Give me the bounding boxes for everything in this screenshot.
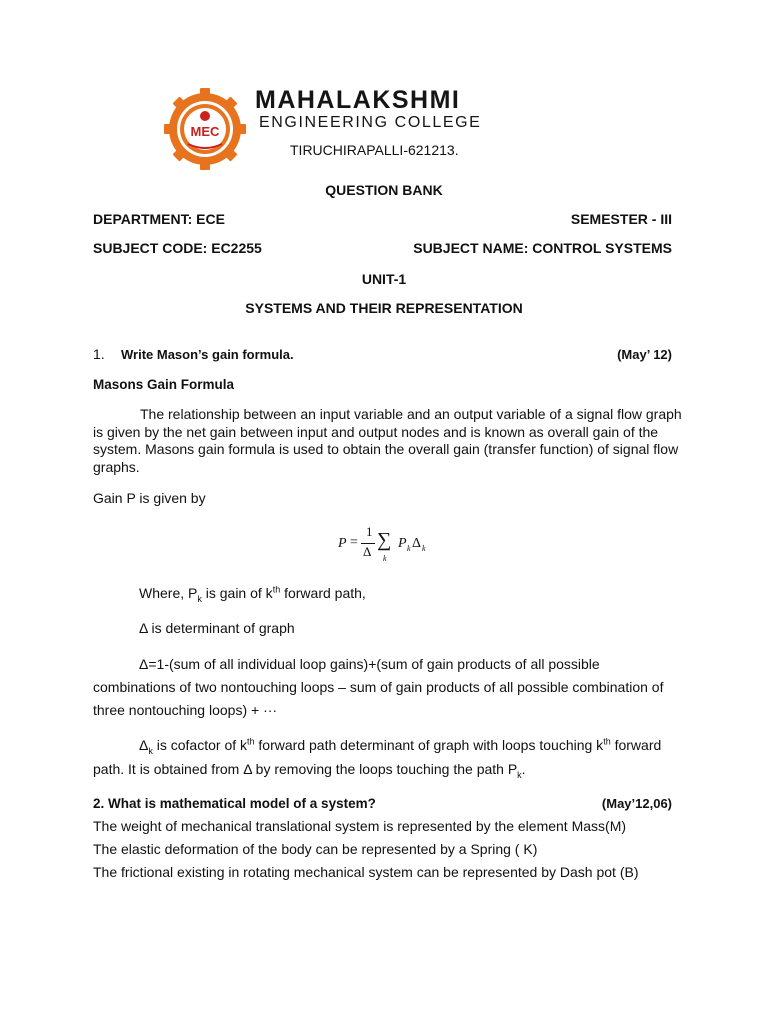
unit-title: SYSTEMS AND THEIR REPRESENTATION <box>245 300 523 316</box>
q1-heading: Masons Gain Formula <box>93 377 235 392</box>
doc-title: QUESTION BANK <box>325 182 443 198</box>
masons-formula <box>336 524 446 568</box>
where-line: Where, $P_k$ is gain of $k^{th}$ forward path, <box>139 584 366 604</box>
subject-name: SUBJECT NAME: CONTROL SYSTEMS <box>413 240 672 256</box>
q1-question: Write Mason’s gain formula. <box>121 347 294 362</box>
subject-code: SUBJECT CODE: EC2255 <box>93 240 262 256</box>
q2-line: The weight of mechanical translational system is represented by the element Mass(M) <box>93 818 627 834</box>
formula-equals: = <box>350 535 358 550</box>
unit-label: UNIT-1 <box>361 271 407 287</box>
cofactor-line1: $\Delta_k$ is cofactor of $k^{th}$ forward path determinant of graph with loops touching $k^{th}$ forward <box>139 736 662 756</box>
cofactor-line2: path. It is obtained from Δ by removing the loops touching the path $P_k$. <box>93 761 526 780</box>
q2-line: The elastic deformation of the body can be represented by a Spring ( K) <box>93 841 538 857</box>
q1-date: (May’ 12) <box>617 347 672 362</box>
college-logo <box>162 86 248 172</box>
delta-equation-line1: Δ=1-(sum of all individual loop gains)+(sum of gain products of all possible <box>139 656 600 672</box>
formula-lhs: P <box>338 536 347 551</box>
semester: SEMESTER - III <box>570 211 672 227</box>
formula-numerator: 1 <box>366 524 373 539</box>
college-subtitle: ENGINEERING COLLEGE <box>259 114 482 131</box>
q2-question: 2. What is mathematical model of a system? <box>93 796 376 811</box>
formula-sum-index: k <box>383 554 387 563</box>
delta-definition: Δ is determinant of graph <box>139 620 295 636</box>
q1-number: 1. <box>93 346 105 362</box>
q1-paragraph: The relationship between an input variable and an output variable of a signal flow graph is given by the net gain between input and output nodes and is known as overall gain of the system. Masons gain formula is used to obtain the overall gain (transfer function) of signal flow graphs. <box>93 406 682 475</box>
delta-equation-line3: three nontouching loops) + ··· <box>93 702 278 718</box>
formula-delta: Δ <box>412 536 422 551</box>
formula-term: P <box>398 536 407 551</box>
logo-text: MEC <box>190 124 220 139</box>
formula-sum-symbol: ∑ <box>377 529 392 551</box>
formula-denominator: Δ <box>363 544 372 559</box>
q2-date: (May’12,06) <box>601 796 672 811</box>
gain-intro: Gain P is given by <box>93 490 206 506</box>
college-name: MAHALAKSHMI <box>255 86 461 114</box>
delta-equation-line2: combinations of two nontouching loops – sum of gain products of all possible combination of <box>93 679 664 695</box>
department: DEPARTMENT: ECE <box>93 211 225 227</box>
college-location: TIRUCHIRAPALLI-621213. <box>290 142 459 158</box>
gear-logo-icon <box>162 86 248 172</box>
formula-term-sub: k <box>407 544 411 553</box>
formula-delta-sub: k <box>422 544 426 553</box>
q2-line: The frictional existing in rotating mechanical system can be represented by Dash pot (B) <box>93 864 639 880</box>
